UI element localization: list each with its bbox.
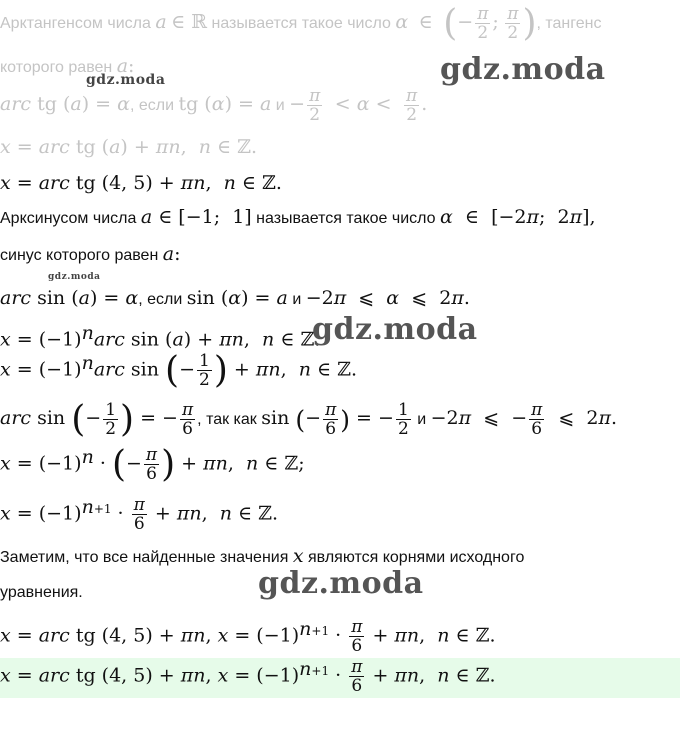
arcsin-substitution-line: $x = (-1)^narc$ sin (− $\frac{1}{2}$ ) + πn, n ∈ ℤ. <box>0 350 358 392</box>
watermark-logo-tiny: gdz.moda <box>48 272 101 282</box>
substituted-solution-line: $x = (-1)^n$ · (− $\frac{\pi}{6}$ ) + πn, n ∈ ℤ; <box>0 444 305 486</box>
watermark-logo-middle: gdz.moda <box>312 312 478 347</box>
text-and-2: и <box>292 291 302 308</box>
arcsin-formula-line: arc sin (a) = α, если sin (α) = a и −2π ⩽ α ⩽ 2π. <box>0 287 470 309</box>
watermark-logo-bottom: gdz.moda <box>258 566 424 601</box>
text-if-1: , если <box>129 97 175 115</box>
text-arcsin-def-d: синус которого равен <box>0 247 159 264</box>
text-arctan-def-b: называется такое число <box>211 15 391 33</box>
arctan-solution-line: x = arc tg (4, 5) + πn, n ∈ ℤ. <box>0 172 282 194</box>
text-note-c: уравнения. <box>0 584 83 601</box>
text-arctan-def-d: которого равен <box>0 59 113 76</box>
text-note-a: Заметим, что все найденные значения <box>0 549 289 566</box>
text-arcsin-def-b: называется такое число <box>256 210 436 227</box>
arcsin-definition-line1: Арксинусом числа a ∈ [−1; 1] называется такое число α ∈ [−2π; 2π], <box>0 206 596 228</box>
text-and-1: и <box>275 97 285 115</box>
arcsin-value-line: arc sin (− $\frac{1}{2}$ ) = − $\frac{\pi}{6}$ , так как sin (− $\frac{\pi}{6}$ ) = − $\frac{1}{2}$ и −2π ⩽ − $\frac{\pi}{6}$ ⩽ 2π. <box>0 399 618 440</box>
general-arcsin-solution-line: $x = (-1)^narc$ sin (a) + πn, n ∈ ℤ. <box>0 322 321 351</box>
note-line1: Заметим, что все найденные значения x являются корнями исходного <box>0 545 525 567</box>
arctan-definition-line2: которого равен a: <box>0 55 135 77</box>
general-arctan-solution-line: x = arc tg (a) + πn, n ∈ ℤ. <box>0 136 257 158</box>
text-arcsin-def-a: Арксинусом числа <box>0 210 137 227</box>
arcsin-definition-line2: синус которого равен a: <box>0 243 181 265</box>
note-line2 <box>0 584 83 602</box>
text-note-b: являются корнями исходного <box>308 549 525 566</box>
arctan-formula-line: arc tg (a) = α, если tg (α) = a и − $\frac{\pi}{2}$ < α < $\frac{\pi}{2}$ . <box>0 86 428 125</box>
watermark-logo: gdz.moda <box>440 52 606 87</box>
text-and-3: и <box>417 411 427 429</box>
simplified-solution-line: $x = (-1)^{n+1}$ · $\frac{\pi}{6}$ + πn, n ∈ ℤ. <box>0 495 278 535</box>
arctan-definition-line1: Арктангенсом числа a ∈ ℝ называется такое число α ∈ (− $\frac{\pi}{2}$ ; $\frac{\pi}{2}$ ), тангенс <box>0 3 602 44</box>
text-arctan-def-c: , тангенс <box>536 15 602 33</box>
watermark-logo-small: gdz.moda <box>86 72 166 88</box>
combined-solution-line: x = arc tg (4, 5) + πn, $x = (-1)^{n+1}$ · $\frac{\pi}{6}$ + πn, n ∈ ℤ. <box>0 617 496 657</box>
final-answer-line: x = arc tg (4, 5) + πn, $x = (-1)^{n+1}$ · $\frac{\pi}{6}$ + πn, n ∈ ℤ. <box>0 657 496 697</box>
text-if-2: , если <box>138 291 183 308</box>
text-since: , так как <box>197 411 257 429</box>
text-arctan-def-a: Арктангенсом числа <box>0 15 151 33</box>
